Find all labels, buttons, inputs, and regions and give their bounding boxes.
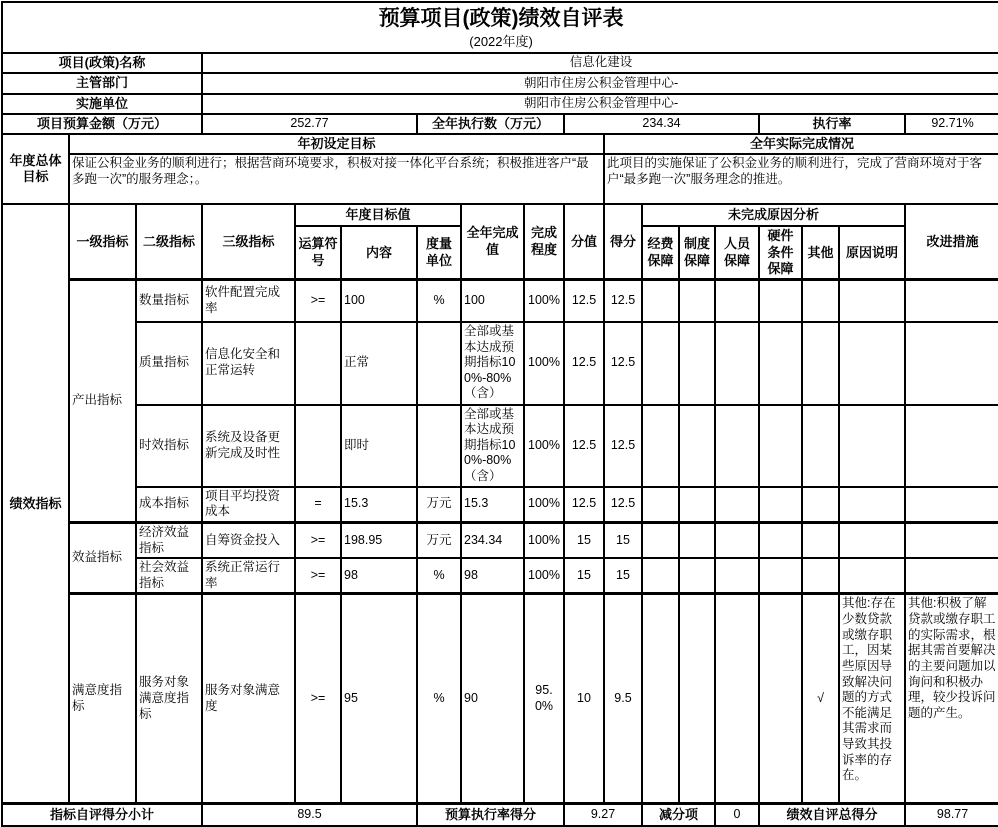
col-header-other: 其他 (802, 226, 839, 279)
cell-system (679, 405, 715, 487)
deduction-label: 减分项 (642, 804, 715, 826)
goal-label: 年度总体目标 (2, 134, 69, 204)
cell-funds (642, 487, 679, 523)
cell-l3: 系统及设备更新完成及时性 (202, 405, 295, 487)
col-header-op: 运算符号 (295, 226, 341, 279)
group-benefit: 效益指标 (69, 522, 136, 594)
cell-unit: 万元 (417, 487, 461, 523)
cell-staff (715, 594, 759, 804)
cell-actual: 全部或基本达成预期指标100%-80%（含） (461, 405, 524, 487)
executed-value: 234.34 (564, 114, 759, 134)
cell-degree: 100% (524, 558, 564, 594)
cell-actual: 90 (461, 594, 524, 804)
project-name-row (2, 53, 998, 73)
cell-unit (417, 322, 461, 405)
col-header-staff: 人员保障 (715, 226, 759, 279)
goal-actual-label: 全年实际完成情况 (604, 134, 998, 154)
cell-actual: 15.3 (461, 487, 524, 523)
cell-unit: % (417, 594, 461, 804)
cell-actual: 98 (461, 558, 524, 594)
cell-got: 12.5 (604, 280, 642, 322)
cell-target: 即时 (341, 405, 417, 487)
col-header-actual: 全年完成值 (461, 204, 524, 279)
cell-other (802, 280, 839, 322)
cell-improve (905, 322, 998, 405)
cell-op: >= (295, 558, 341, 594)
table-row (2, 558, 998, 594)
cell-hardware (759, 522, 802, 558)
executed-label: 全年执行数（万元） (417, 114, 564, 134)
cell-l3: 项目平均投资成本 (202, 487, 295, 523)
cell-other (802, 322, 839, 405)
cell-system (679, 280, 715, 322)
cell-l3: 信息化安全和正常运转 (202, 322, 295, 405)
cell-score: 12.5 (564, 405, 604, 487)
col-header-l3: 三级指标 (202, 204, 295, 279)
dept-label: 主管部门 (2, 73, 202, 93)
cell-improve: 其他:积极了解贷款或缴存职工的实际需求，根据其需首要解决的主要问题加以询问和积极办理，较少投诉问题的产生。 (905, 594, 998, 804)
page-title: 预算项目(政策)绩效自评表 (378, 6, 624, 30)
goal-set-label: 年初设定目标 (69, 134, 604, 154)
cell-target: 正常 (341, 322, 417, 405)
cell-target: 100 (341, 280, 417, 322)
cell-degree: 100% (524, 322, 564, 405)
cell-reason (839, 280, 905, 322)
cell-score: 12.5 (564, 487, 604, 523)
cell-reason (839, 322, 905, 405)
cell-target: 98 (341, 558, 417, 594)
rate-value: 92.71% (905, 114, 998, 134)
dept-value: 朝阳市住房公积金管理中心- (202, 73, 998, 93)
budget-row (2, 114, 998, 134)
cell-funds (642, 280, 679, 322)
cell-unit (417, 405, 461, 487)
table-row (2, 594, 998, 804)
cell-system (679, 522, 715, 558)
group-satisfaction: 满意度指标 (69, 594, 136, 804)
cell-staff (715, 522, 759, 558)
cell-target: 198.95 (341, 522, 417, 558)
subtotal-label: 指标自评得分小计 (2, 804, 202, 826)
cell-actual: 234.34 (461, 522, 524, 558)
cell-op: >= (295, 280, 341, 322)
cell-target: 15.3 (341, 487, 417, 523)
col-header-unit: 度量单位 (417, 226, 461, 279)
cell-other (802, 405, 839, 487)
cell-reason (839, 558, 905, 594)
dept-row (2, 73, 998, 93)
col-header-content: 内容 (341, 226, 417, 279)
cell-improve (905, 522, 998, 558)
cell-system (679, 487, 715, 523)
cell-op (295, 405, 341, 487)
evaluation-table (1, 1, 998, 827)
unit-value: 朝阳市住房公积金管理中心- (202, 94, 998, 114)
cell-target: 95 (341, 594, 417, 804)
exec-score-label: 预算执行率得分 (417, 804, 564, 826)
cell-got: 9.5 (604, 594, 642, 804)
col-header-unfinished-group: 未完成原因分析 (642, 204, 905, 226)
cell-staff (715, 280, 759, 322)
cell-got: 12.5 (604, 405, 642, 487)
page-subtitle: (2022年度) (469, 34, 533, 50)
cell-reason (839, 487, 905, 523)
cell-staff (715, 487, 759, 523)
cell-system (679, 558, 715, 594)
col-header-l1: 一级指标 (69, 204, 136, 279)
cell-score: 15 (564, 522, 604, 558)
cell-hardware (759, 405, 802, 487)
cell-funds (642, 322, 679, 405)
cell-funds (642, 594, 679, 804)
cell-reason: 其他:存在少数贷款或缴存职工，因某些原因导致解决问题的方式不能满足其需求而导致其投诉率的存在。 (839, 594, 905, 804)
cell-improve (905, 487, 998, 523)
cell-op: = (295, 487, 341, 523)
cell-funds (642, 405, 679, 487)
cell-staff (715, 558, 759, 594)
project-name-label: 项目(政策)名称 (2, 53, 202, 73)
cell-staff (715, 405, 759, 487)
cell-reason (839, 405, 905, 487)
col-header-hardware: 硬件条件保障 (759, 226, 802, 279)
col-header-improve: 改进措施 (905, 204, 998, 279)
cell-other (802, 487, 839, 523)
cell-actual: 全部或基本达成预期指标100%-80%（含） (461, 322, 524, 405)
cell-hardware (759, 322, 802, 405)
cell-system (679, 594, 715, 804)
deduction-value: 0 (715, 804, 759, 826)
col-header-score: 分值 (564, 204, 604, 279)
cell-degree: 100% (524, 522, 564, 558)
cell-hardware (759, 558, 802, 594)
perf-header-row-1 (2, 204, 998, 226)
cell-op: >= (295, 522, 341, 558)
cell-l3: 软件配置完成率 (202, 280, 295, 322)
cell-l2: 时效指标 (136, 405, 202, 487)
cell-got: 12.5 (604, 322, 642, 405)
col-header-reason: 原因说明 (839, 226, 905, 279)
cell-unit: % (417, 558, 461, 594)
table-row (2, 322, 998, 405)
cell-degree: 100% (524, 280, 564, 322)
table-row (2, 405, 998, 487)
unit-label: 实施单位 (2, 94, 202, 114)
summary-row (2, 804, 998, 826)
col-header-got: 得分 (604, 204, 642, 279)
cell-l3: 系统正常运行率 (202, 558, 295, 594)
exec-score-value: 9.27 (564, 804, 642, 826)
total-label: 绩效自评总得分 (759, 804, 905, 826)
col-header-funds: 经费保障 (642, 226, 679, 279)
cell-l3: 自筹资金投入 (202, 522, 295, 558)
cell-score: 15 (564, 558, 604, 594)
table-row (2, 522, 998, 558)
cell-system (679, 322, 715, 405)
goal-body-row (2, 154, 998, 204)
cell-funds (642, 558, 679, 594)
budget-label: 项目预算金额（万元） (2, 114, 202, 134)
cell-score: 12.5 (564, 280, 604, 322)
table-row (2, 280, 998, 322)
cell-hardware (759, 487, 802, 523)
budget-value: 252.77 (202, 114, 417, 134)
unit-row (2, 94, 998, 114)
goal-actual-text: 此项目的实施保证了公积金业务的顺利进行，完成了营商环境对于客户“最多跑一次”服务理念的推进。 (604, 154, 998, 204)
cell-hardware (759, 594, 802, 804)
col-header-system: 制度保障 (679, 226, 715, 279)
col-header-l2: 二级指标 (136, 204, 202, 279)
cell-op: >= (295, 594, 341, 804)
rate-label: 执行率 (759, 114, 905, 134)
cell-degree: 100% (524, 487, 564, 523)
col-header-degree: 完成程度 (524, 204, 564, 279)
cell-score: 12.5 (564, 322, 604, 405)
cell-reason (839, 522, 905, 558)
project-name-value: 信息化建设 (202, 53, 998, 73)
total-value: 98.77 (905, 804, 998, 826)
cell-l2: 经济效益指标 (136, 522, 202, 558)
cell-hardware (759, 280, 802, 322)
title-cell (2, 2, 998, 53)
cell-got: 15 (604, 522, 642, 558)
goal-set-text: 保证公积金业务的顺利进行；根据营商环境要求，积极对接一体化平台系统；积极推进客户“最多跑一次”的服务理念；。 (69, 154, 604, 204)
cell-l3: 服务对象满意度 (202, 594, 295, 804)
col-header-target-group: 年度目标值 (295, 204, 461, 226)
cell-l2: 质量指标 (136, 322, 202, 405)
cell-other (802, 522, 839, 558)
cell-score: 10 (564, 594, 604, 804)
cell-improve (905, 280, 998, 322)
cell-got: 12.5 (604, 487, 642, 523)
goal-header-row (2, 134, 998, 154)
cell-l2: 成本指标 (136, 487, 202, 523)
cell-l2: 社会效益指标 (136, 558, 202, 594)
cell-other (802, 558, 839, 594)
cell-got: 15 (604, 558, 642, 594)
cell-degree: 100% (524, 405, 564, 487)
cell-funds (642, 522, 679, 558)
subtotal-value: 89.5 (202, 804, 417, 826)
cell-unit: % (417, 280, 461, 322)
other-checkmark: √ (802, 594, 839, 804)
table-row (2, 487, 998, 523)
group-output: 产出指标 (69, 280, 136, 523)
cell-actual: 100 (461, 280, 524, 322)
cell-op (295, 322, 341, 405)
cell-unit: 万元 (417, 522, 461, 558)
cell-degree: 95.0% (524, 594, 564, 804)
cell-improve (905, 405, 998, 487)
cell-l2: 服务对象满意度指标 (136, 594, 202, 804)
cell-improve (905, 558, 998, 594)
cell-l2: 数量指标 (136, 280, 202, 322)
title-row (2, 2, 998, 53)
cell-staff (715, 322, 759, 405)
perf-section-label: 绩效指标 (2, 204, 69, 804)
